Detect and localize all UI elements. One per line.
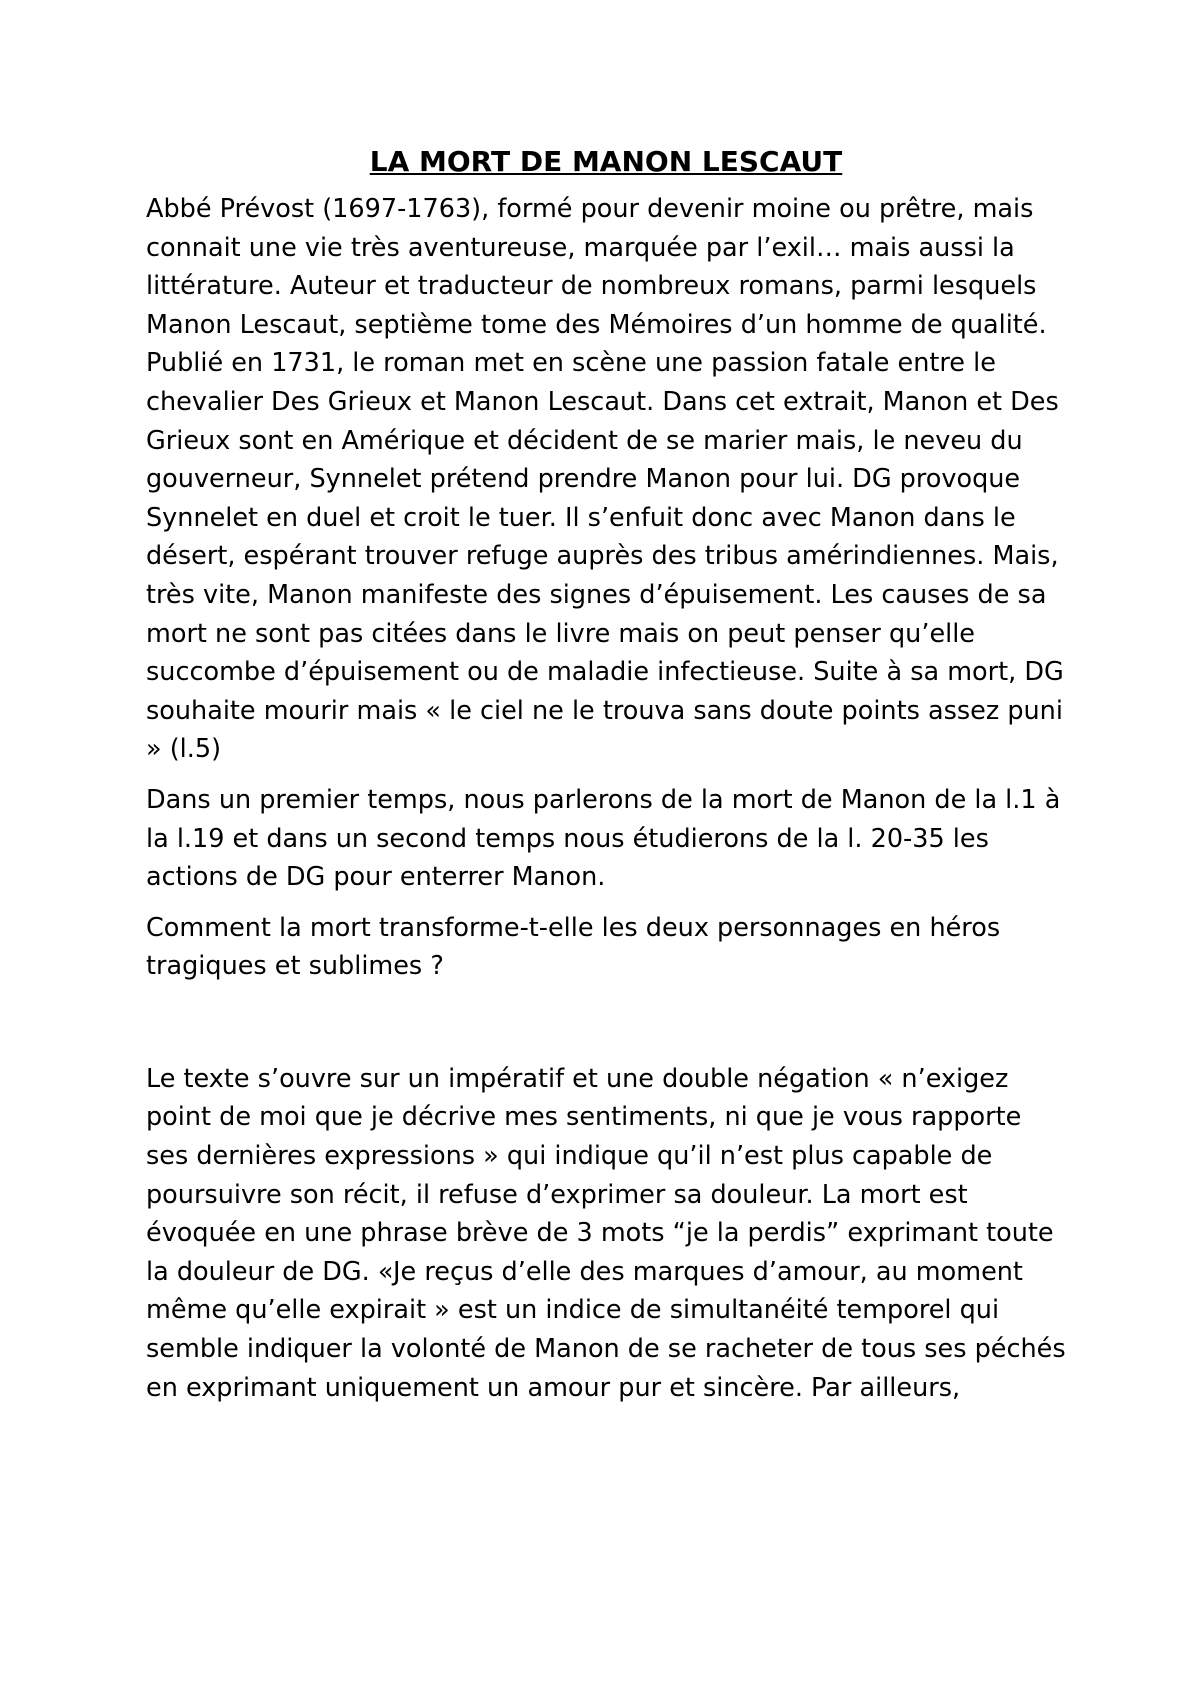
analysis-paragraph: Le texte s’ouvre sur un impératif et une double négation « n’exigez point de moi que je décrive mes sentiments, ni que je vous rapporte ses dernières expressions » qui indique qu’il n’est plus capable de poursuivre son récit, il refuse d’exprimer sa douleur. La mort est évoquée en une phrase brève de 3 mots “je la perdis” exprimant toute la douleur de DG. «Je reçus d’elle des marques d’amour, au moment même qu’elle expirait » est un indice de simultanéité temporel qui semble indiquer la volonté de Manon de se racheter de tous ses péchés en exprimant uniquement un amour pur et sincère. Par ailleurs, — [146, 1063, 1066, 1403]
blank-spacer — [146, 998, 1066, 1060]
plan-paragraph: Dans un premier temps, nous parlerons de la mort de Manon de la l.1 à la l.19 et dans un second temps nous étudierons de la l. 20-35 les actions de DG pour enterrer Manon. — [146, 784, 1061, 893]
document-body — [146, 142, 1066, 1419]
intro-paragraph: Abbé Prévost (1697-1763), formé pour devenir moine ou prêtre, mais connait une vie très aventureuse, marquée par l’exil… mais aussi la littérature. Auteur et traducteur de nombreux romans, parmi lesquels Manon Lescaut, septième tome des Mémoires d’un homme de qualité. Publié en 1731, le roman met en scène une passion fatale entre le chevalier Des Grieux et Manon Lescaut. Dans cet extrait, Manon et Des Grieux sont en Amérique et décident de se marier mais, le neveu du gouverneur, Synnelet prétend prendre Manon pour lui. DG provoque Synnelet en duel et croit le tuer. Il s’enfuit donc avec Manon dans le désert, espérant trouver refuge auprès des tribus amérindiennes. Mais, très vite, Manon manifeste des signes d’épuisement. Les causes de sa mort ne sont pas citées dans le livre mais on peut penser qu’elle succombe d’épuisement ou de maladie infectieuse. Suite à sa mort, DG souhaite mourir mais « le ciel ne le trouva sans doute points assez puni » (l.5) — [146, 194, 1064, 765]
problematique-paragraph: Comment la mort transforme-t-elle les deux personnages en héros tragiques et sublimes ? — [146, 912, 1001, 982]
document-title: LA MORT DE MANON LESCAUT — [369, 145, 843, 178]
